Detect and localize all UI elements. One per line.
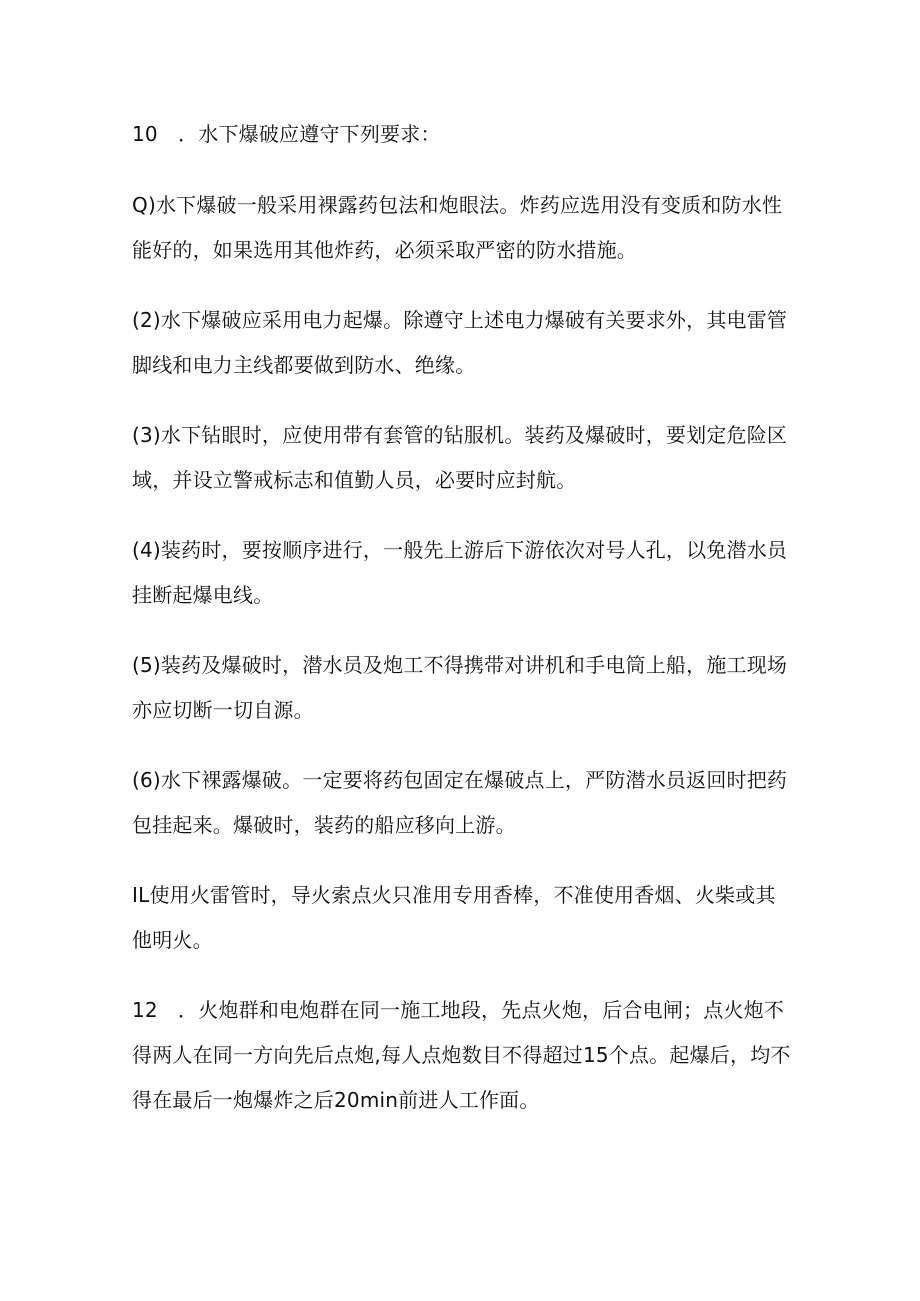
- section-12-paragraph: 12 ．火炮群和电炮群在同一施工地段，先点火炮，后合电闸；点火炮不得两人在同一方向先后点炮,每人点炮数目不得超过15个点。起爆后，均不得在最后一炮爆炸之后20min前进人工作面。: [132, 998, 791, 1112]
- item-2-paragraph: (2)水下爆破应采用电力起爆。除遵守上述电力爆破有关要求外，其电雷管脚线和电力主线都要做到防水、绝缘。: [132, 308, 788, 377]
- item-4-paragraph: (4)装药时，要按顺序进行，一般先上游后下游依次对号人孔，以免潜水员挂断起爆电线。: [132, 538, 788, 607]
- document-body: [132, 112, 792, 1148]
- item-1-paragraph: Q)水下爆破一般采用裸露药包法和炮眼法。炸药应选用没有变质和防水性能好的，如果选用其他炸药，必须采取严密的防水措施。: [132, 193, 783, 262]
- section-10-heading: 10 ．水下爆破应遵守下列要求：: [132, 122, 441, 146]
- item-3-paragraph: (3)水下钻眼时，应使用带有套管的钻服机。装药及爆破时，要划定危险区域，并设立警戒标志和值勤人员，必要时应封航。: [132, 423, 788, 492]
- item-6-paragraph: (6)水下裸露爆破。一定要将药包固定在爆破点上，严防潜水员返回时把药包挂起来。爆破时，装药的船应移向上游。: [132, 768, 788, 837]
- item-5-paragraph: (5)装药及爆破时，潜水员及炮工不得携带对讲机和手电筒上船，施工现场亦应切断一切自源。: [132, 653, 788, 722]
- section-11-paragraph: IL使用火雷管时，导火索点火只准用专用香棒，不准使用香烟、火柴或其他明火。: [132, 883, 776, 952]
